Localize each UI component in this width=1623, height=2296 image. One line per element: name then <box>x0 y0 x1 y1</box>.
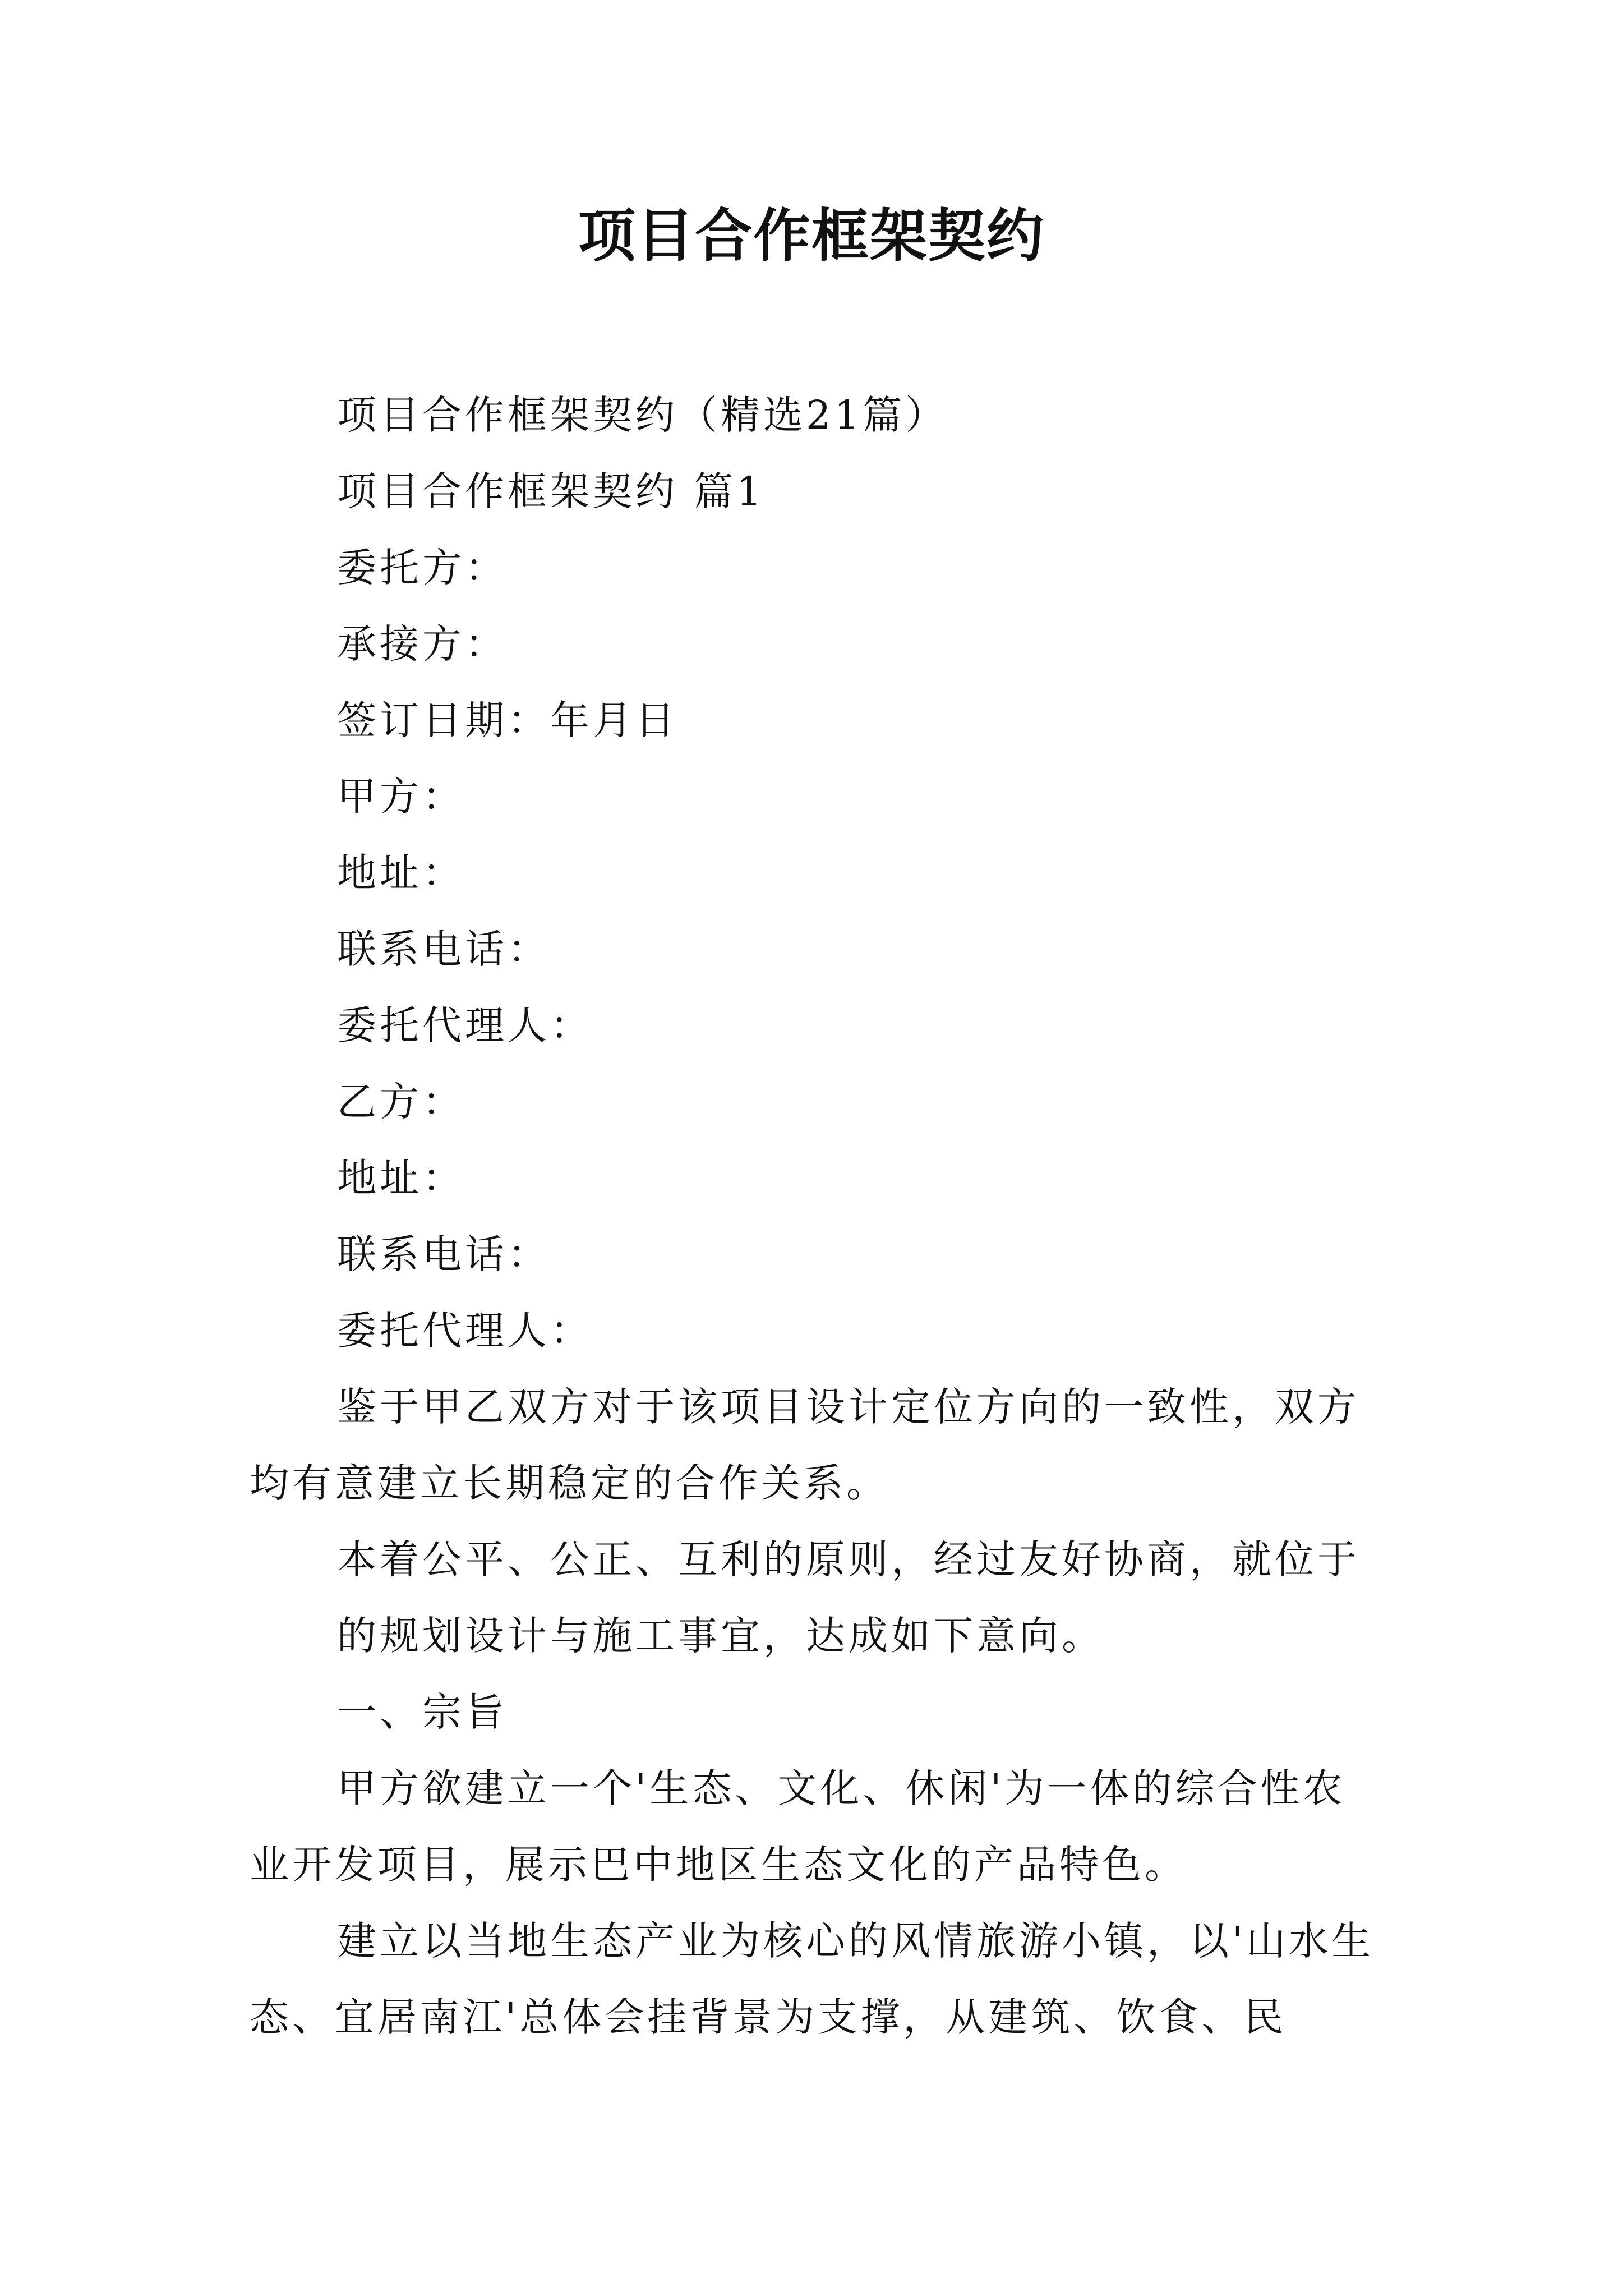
paragraph-party-b-phone: 联系电话： <box>337 1231 550 1277</box>
document-title: 项目合作框架契约 <box>578 203 1045 270</box>
paragraph-contractor: 承接方： <box>337 621 508 667</box>
paragraph-principle: 本着公平、公正、互利的原则，经过友好协商，就位于 <box>337 1536 1360 1582</box>
paragraph-purpose-1: 甲方欲建立一个'生态、文化、休闲'为一体的综合性农业开发项目，展示巴中地区生态文化的产品特色。 <box>250 1765 1346 1888</box>
paragraph-whereas: 鉴于甲乙双方对于该项目设计定位方向的一致性，双方均有意建立长期稳定的合作关系。 <box>250 1384 1360 1506</box>
paragraph-section-heading: 项目合作框架契约 篇1 <box>337 468 765 514</box>
paragraph-subtitle: 项目合作框架契约（精选21篇） <box>337 392 948 438</box>
paragraph-party-a-agent: 委托代理人： <box>337 1002 593 1048</box>
paragraph-purpose-2: 建立以当地生态产业为核心的风情旅游小镇，以'山水生态、宜居南江'总体会挂背景为支撑，从建筑、饮食、民 <box>250 1918 1375 2040</box>
paragraph-party-b-agent: 委托代理人： <box>337 1308 593 1354</box>
paragraph-party-b: 乙方： <box>337 1079 465 1125</box>
paragraph-party-a-phone: 联系电话： <box>337 926 550 972</box>
paragraph-client: 委托方： <box>337 545 508 591</box>
paragraph-agreement: 的规划设计与施工事宜，达成如下意向。 <box>337 1613 1104 1659</box>
paragraph-party-a: 甲方： <box>337 774 465 820</box>
paragraph-party-b-address: 地址： <box>337 1155 465 1201</box>
paragraph-heading-purpose: 一、宗旨 <box>337 1689 508 1735</box>
document-body <box>250 377 1388 2055</box>
paragraph-party-a-address: 地址： <box>337 850 465 896</box>
paragraph-signing-date: 签订日期：年月日 <box>337 697 678 743</box>
